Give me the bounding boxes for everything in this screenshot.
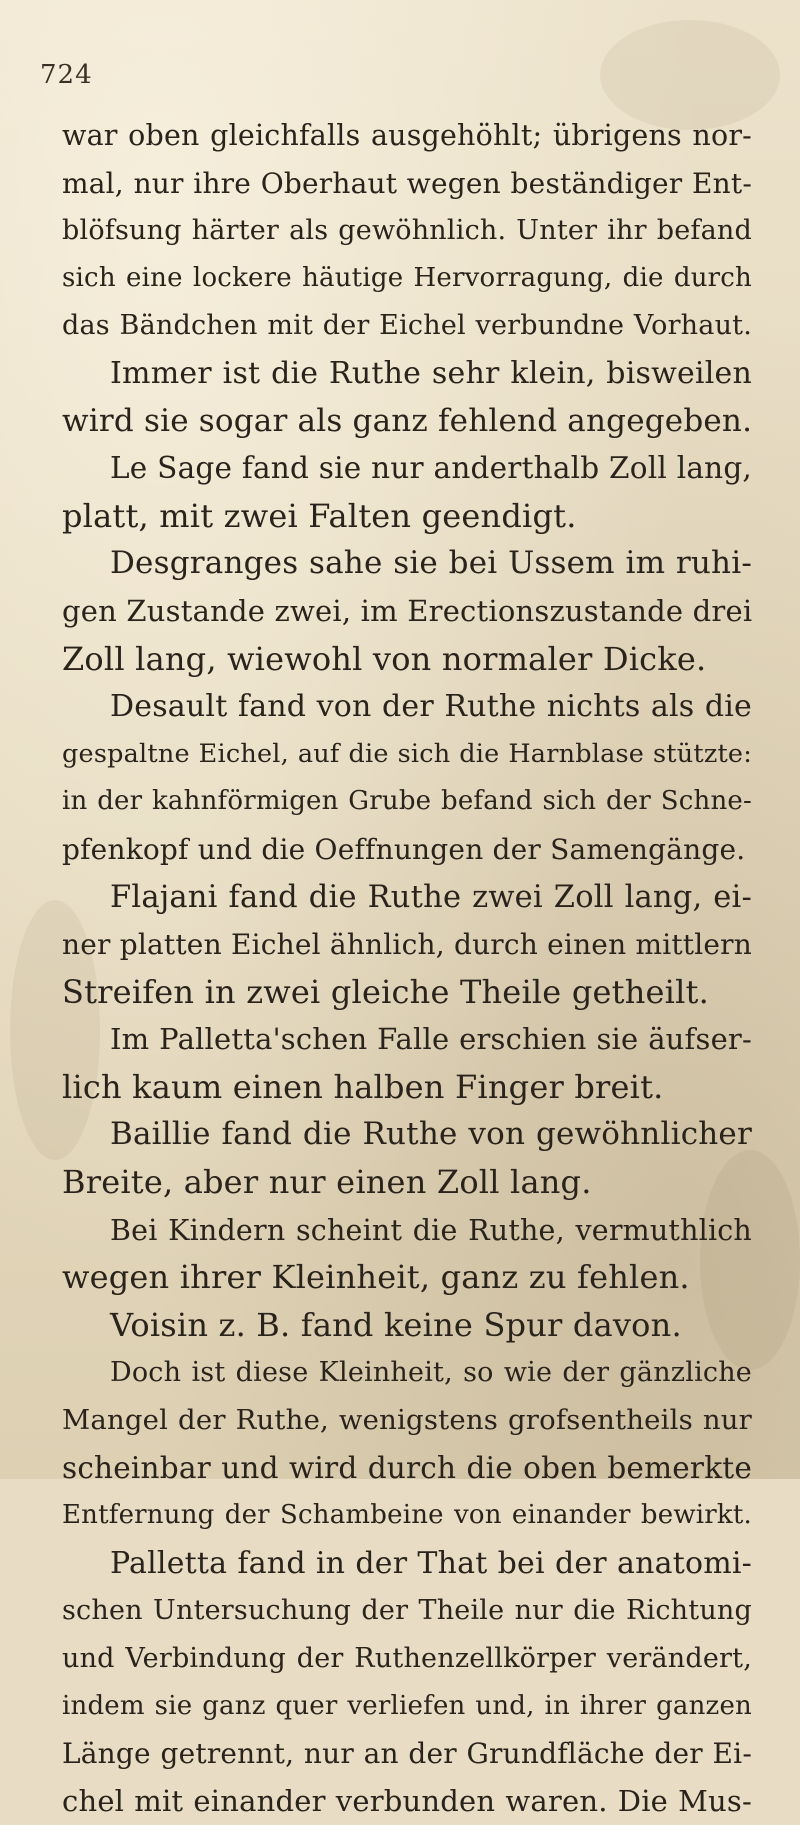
text-line: Breite, aber nur einen Zoll lang. — [62, 1163, 592, 1202]
text-line: Palletta fand in der That bei der anatomi- — [110, 1545, 752, 1581]
text-line: Zoll lang, wiewohl von normaler Dicke. — [62, 639, 707, 678]
text-line: Immer ist die Ruthe sehr klein, bisweilen — [110, 355, 752, 391]
text-line: Länge getrennt, nur an der Grundfläche der Ei- — [62, 1737, 752, 1771]
text-line: schen Untersuchung der Theile nur die Richtung — [62, 1595, 752, 1627]
text-line: Im Palletta'schen Falle erschien sie äufser- — [110, 1022, 752, 1057]
text-line: Bei Kindern scheint die Ruthe, vermuthlich — [110, 1213, 752, 1247]
text-line: Streifen in zwei gleiche Theile getheilt. — [62, 972, 709, 1011]
text-line: wird sie sogar als ganz fehlend angegeben. — [62, 402, 753, 439]
text-line: das Bändchen mit der Eichel verbundne Vorhaut. — [62, 310, 752, 342]
text-line: pfenkopf und die Oeffnungen der Samengänge. — [62, 832, 746, 866]
text-line: mal, nur ihre Oberhaut wegen beständiger Ent- — [62, 166, 752, 200]
text-line: lich kaum einen halben Finger breit. — [62, 1067, 664, 1106]
text-line: gespaltne Eichel, auf die sich die Harnblase stützte: — [62, 738, 752, 769]
text-line: war oben gleichfalls ausgehöhlt; übrigens nor- — [62, 119, 752, 152]
text-line: indem sie ganz quer verliefen und, in ihrer ganzen — [62, 1690, 752, 1721]
text-line: Le Sage fand sie nur anderthalb Zoll lang, — [110, 451, 752, 486]
text-line: Desault fand von der Ruthe nichts als die — [110, 689, 752, 725]
text-line: und Verbindung der Ruthenzellkörper verändert, — [62, 1643, 752, 1674]
text-line: ner platten Eichel ähnlich, durch einen mittlern — [62, 928, 752, 962]
page-number: 724 — [40, 60, 93, 90]
text-line: Flajani fand die Ruthe zwei Zoll lang, ei- — [110, 879, 752, 915]
text-line: scheinbar und wird durch die oben bemerkte — [62, 1450, 752, 1485]
text-line: Voisin z. B. fand keine Spur davon. — [110, 1305, 682, 1344]
text-line: chel mit einander verbunden waren. Die Mus- — [62, 1783, 752, 1818]
text-line: Doch ist diese Kleinheit, so wie der gänzliche — [110, 1357, 752, 1389]
body-text — [62, 112, 752, 1825]
text-line: gen Zustande zwei, im Erectionszustande drei — [62, 593, 753, 628]
text-line: sich eine lockere häutige Hervorragung, die durch — [62, 262, 752, 293]
text-line: Baillie fand die Ruthe von gewöhnlicher — [110, 1116, 752, 1153]
text-line: wegen ihrer Kleinheit, ganz zu fehlen. — [62, 1258, 690, 1297]
text-line: blöfsung härter als gewöhnlich. Unter ihr befand — [62, 215, 752, 247]
text-line: Desgranges sahe sie bei Ussem im ruhi- — [110, 545, 752, 582]
text-line: Entfernung der Schambeine von einander bewirkt. — [62, 1500, 752, 1531]
text-line: Mangel der Ruthe, wenigstens grofsentheils nur — [62, 1404, 752, 1437]
text-line: in der kahnförmigen Grube befand sich der Schne- — [62, 786, 752, 817]
text-line: platt, mit zwei Falten geendigt. — [62, 496, 577, 535]
